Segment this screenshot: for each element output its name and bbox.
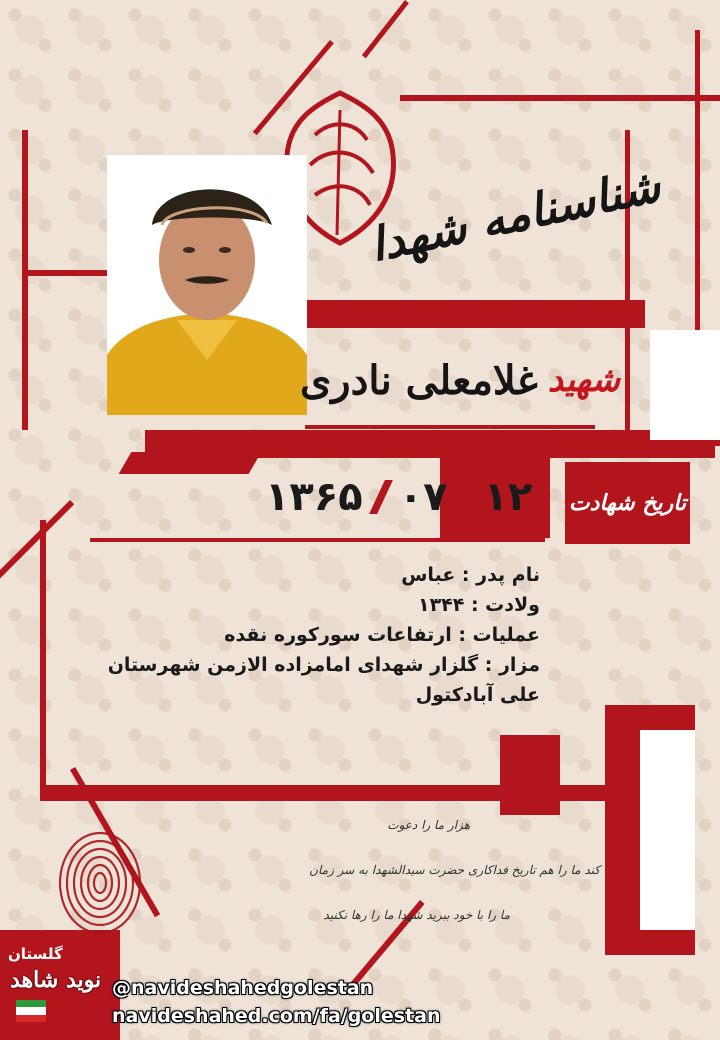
deco-white-right-frame — [630, 440, 720, 446]
deco-left-horizontal — [22, 270, 112, 276]
deco-left-vertical-low — [40, 520, 46, 800]
detail-burial-line2: علی آبادکتول — [415, 684, 540, 706]
martyrdom-day: ۱۲ — [483, 474, 533, 520]
martyrdom-date-badge — [565, 462, 690, 544]
deco-mid-red-small — [500, 735, 560, 815]
handwriting-line2: کند ما را هم تاریخ فداکاری حضرت سیدالشهدا به سر زمان — [309, 863, 600, 877]
martyr-name-row — [299, 350, 620, 410]
martyrdom-date-badge-label: تاریخ شهادت — [568, 490, 687, 516]
website-link[interactable]: navideshahed.com/fa/golestan — [112, 1005, 441, 1027]
handwriting-line1: هزار ما را دعوت — [387, 818, 470, 832]
handwriting-line3: ما را با خود ببرید شهدا ما را رها نکنید — [323, 908, 510, 922]
header-title-text: شناسنامه شهدا — [365, 157, 665, 273]
detail-father: نام پدر : عباس — [401, 564, 540, 586]
logo-flag-icon — [16, 1000, 46, 1022]
navideshahed-logo — [8, 945, 118, 1025]
deco-left-vertical — [22, 130, 28, 430]
deco-right-vertical-2 — [695, 30, 700, 370]
deco-diag-left-a — [0, 500, 74, 603]
martyrdom-year: ۱۳۶۵ — [265, 474, 363, 520]
deco-mid-bar — [305, 300, 645, 328]
deco-date-line-bottom — [90, 538, 545, 542]
martyrdom-date-row — [265, 472, 545, 522]
martyr-prefix-label: شهید — [547, 360, 620, 400]
deco-date-band-left — [119, 452, 262, 474]
detail-operation: عملیات : ارتفاعات سورکوره نقده — [224, 624, 540, 646]
martyrdom-month: ۰۷ — [398, 474, 448, 520]
handwritten-note — [150, 818, 600, 938]
logo-brand-text: نوید شاهد — [10, 967, 102, 993]
date-separator-1 — [369, 480, 393, 514]
logo-region-text: گلستان — [8, 945, 63, 963]
deco-white-right — [650, 330, 720, 440]
fingerprint-icon — [55, 828, 145, 938]
martyr-photo — [107, 155, 307, 415]
deco-diagonal-top-2 — [362, 0, 409, 58]
deco-white-block-low — [640, 730, 695, 930]
deco-name-underline — [305, 425, 595, 429]
martyr-full-name: غلامعلی نادری — [299, 356, 538, 404]
detail-birth: ولادت : ۱۳۴۴ — [417, 594, 540, 616]
martyr-photo-frame — [107, 155, 307, 415]
date-separator-2 — [454, 480, 478, 514]
social-handle[interactable]: @navideshahedgolestan — [112, 977, 374, 999]
detail-burial-line1: مزار : گلزار شهدای امامزاده الازمن شهرستان — [107, 654, 540, 676]
martyr-details — [107, 560, 540, 720]
